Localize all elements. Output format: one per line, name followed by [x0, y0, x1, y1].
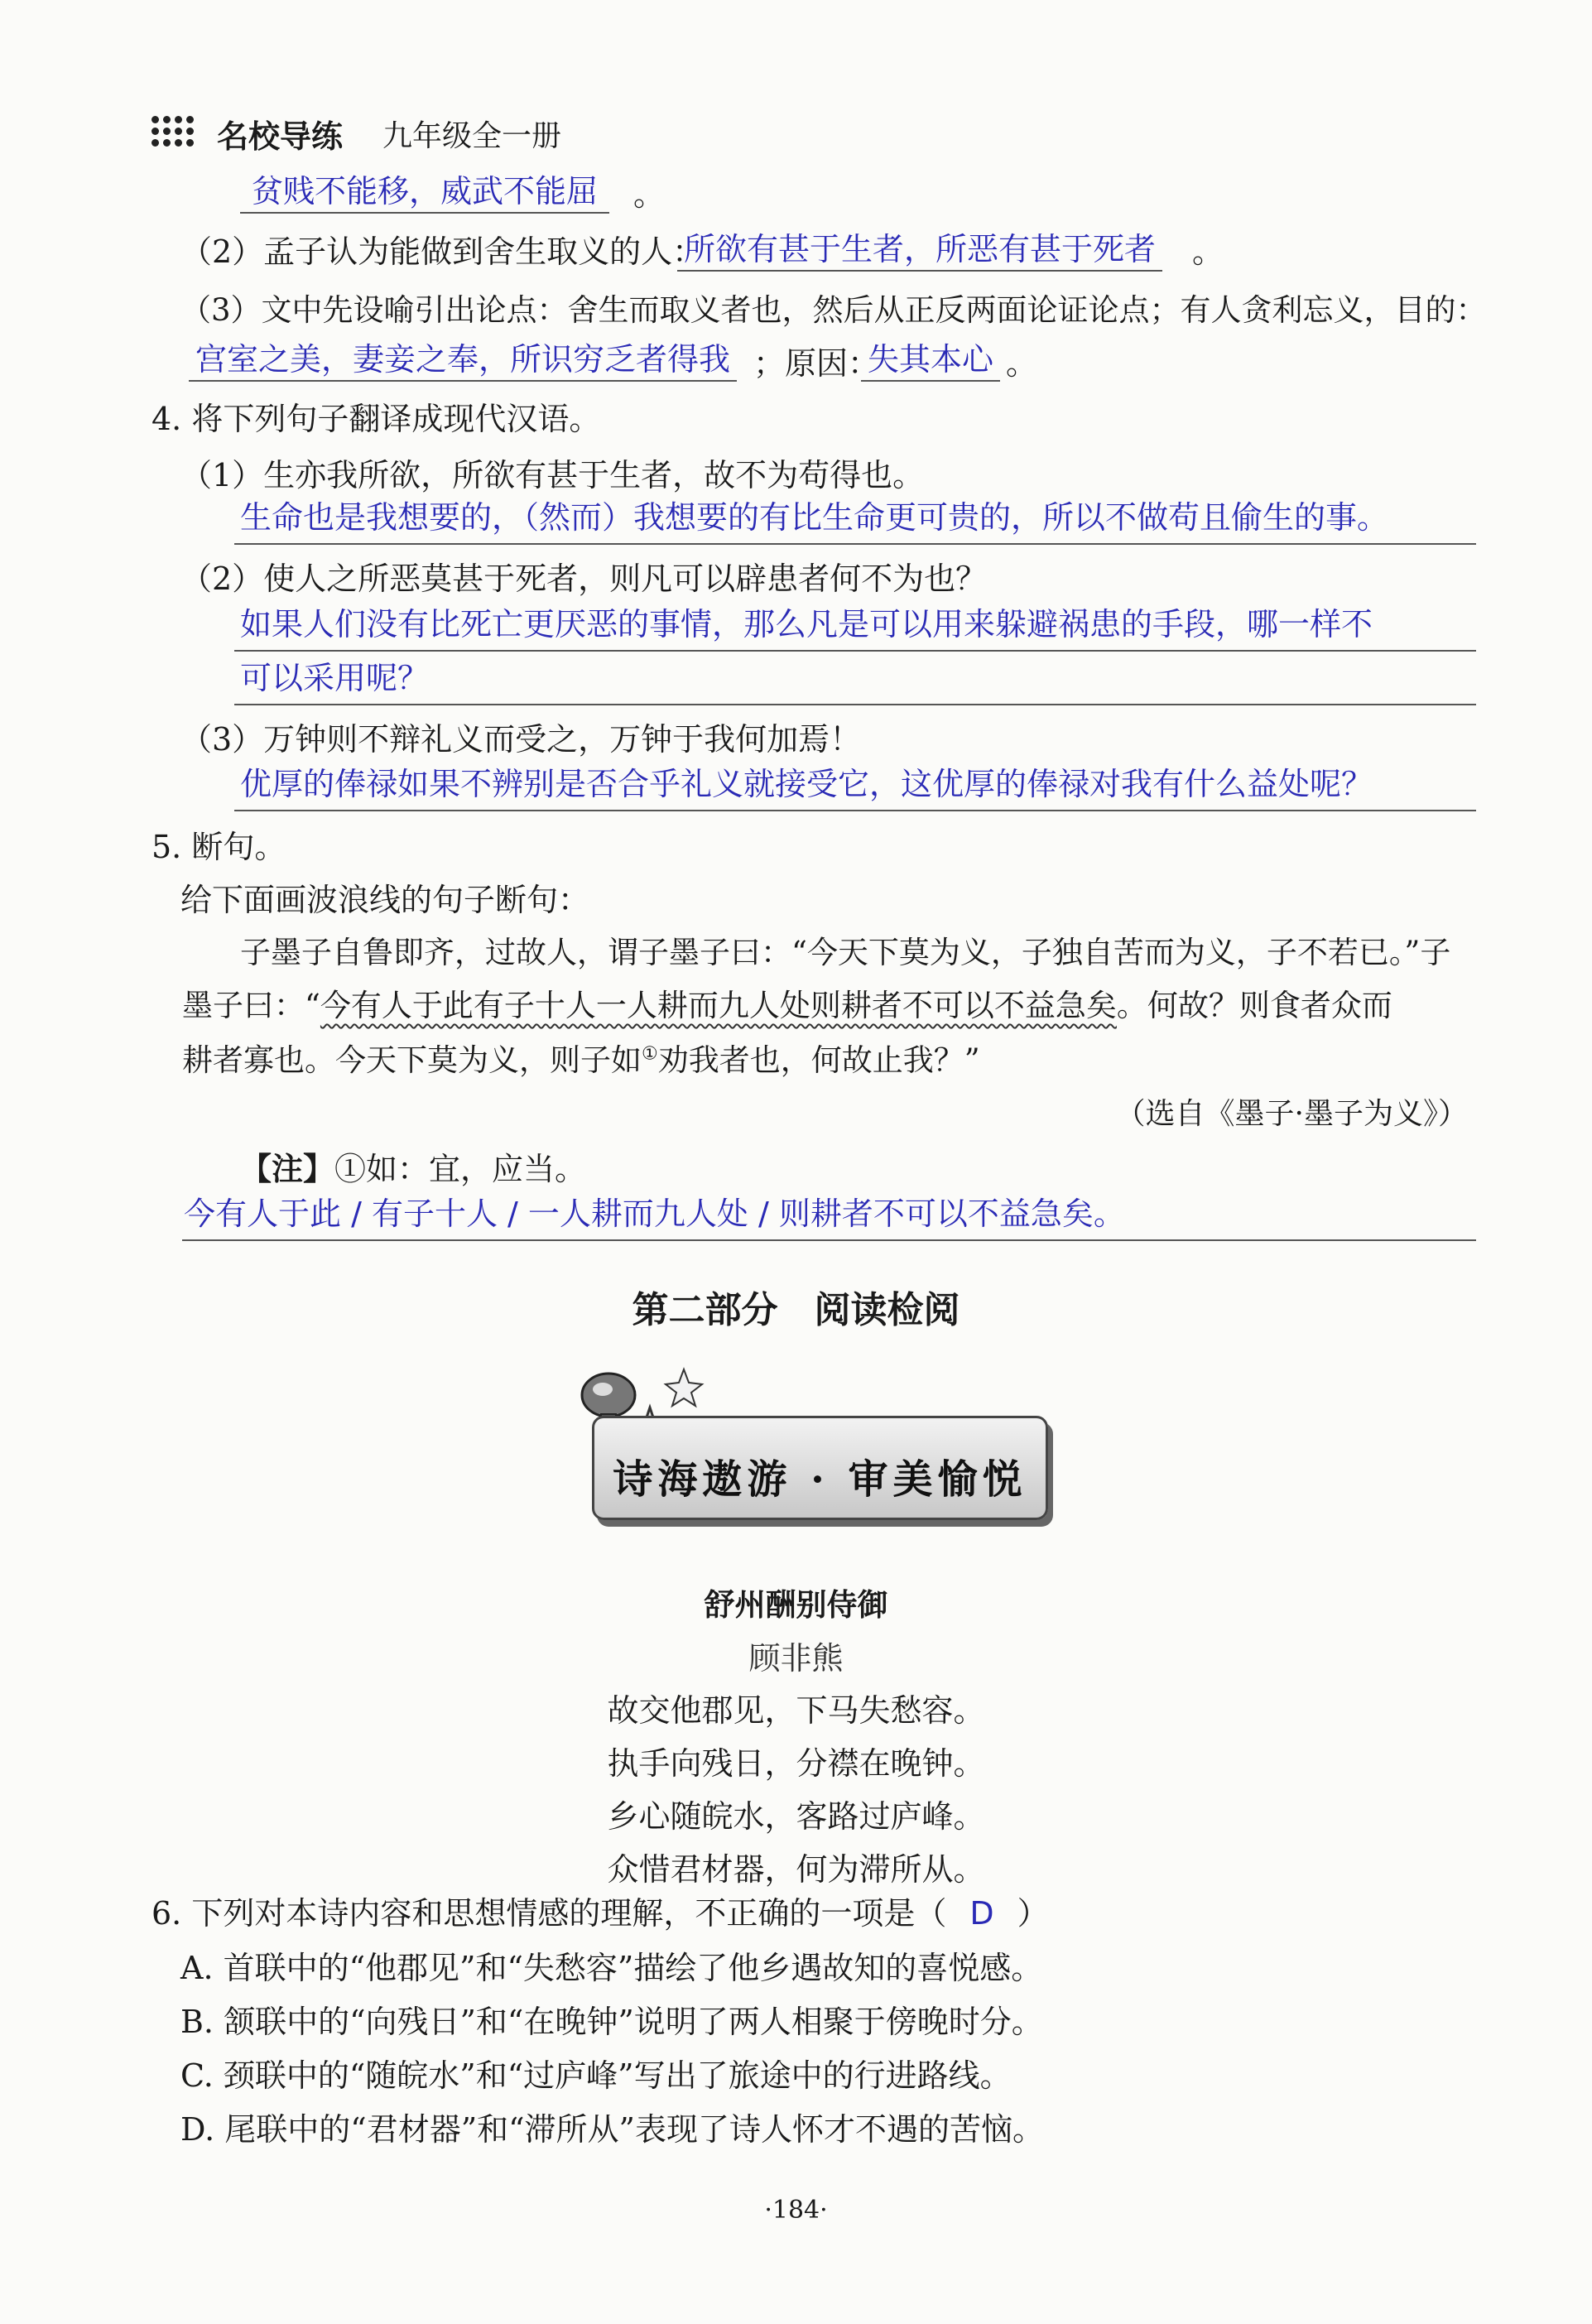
q6-option-d: D. 尾联中的“君材器”和“滞所从”表现了诗人怀才不遇的苦恼。: [180, 2111, 1044, 2148]
q5-note-text: ①如：宜，应当。: [334, 1151, 587, 1187]
q6-stem-text: 6. 下列对本诗内容和思想情感的理解，不正确的一项是（: [152, 1895, 947, 1932]
poem-author: 顾非熊: [748, 1640, 844, 1677]
q6-option-c: C. 颈联中的“随皖水”和“过庐峰”写出了旅途中的行进路线。: [180, 2057, 1012, 2094]
q4-item3-rule: [234, 810, 1476, 811]
q6-option-b: B. 颔联中的“向残日”和“在晚钟”说明了两人相聚于傍晚时分。: [180, 2004, 1043, 2040]
q4-item1-answer: 生命也是我想要的，（然而）我想要的有比生命更可贵的，所以不做苟且偷生的事。: [240, 499, 1389, 536]
q3-p2-prefix: （2）孟子认为能做到舍生取义的人：: [180, 233, 705, 270]
book-subtitle: 九年级全一册: [382, 119, 562, 153]
brand-title: 名校导练: [217, 118, 344, 155]
q5-text-line3: [182, 1042, 980, 1078]
poem-line-4: 众惜君材器，何为滞所从。: [607, 1851, 985, 1888]
q4-item3-question: （3）万钟则不辩礼义而受之，万钟于我何加焉！: [180, 721, 862, 758]
q5-note-label: 【注】: [240, 1151, 335, 1187]
q3-p3-answer1: 宫室之美，妻妾之奉，所识穷乏者得我: [189, 344, 737, 382]
q4-item2-rule1: [234, 650, 1476, 652]
q5-footnote-marker: ①: [642, 1043, 658, 1065]
q5-title: 5. 断句。: [152, 829, 286, 865]
q5-wavy-sentence: 今有人于此有子十人一人耕而九人处则耕者不可以不益急矣: [320, 988, 1117, 1023]
q3-cont-answer: 贫贱不能移，威武不能屈: [240, 176, 609, 214]
q5-answer-rule: [182, 1239, 1476, 1241]
q5-line2-post: 。何故？则食者众而: [1116, 988, 1392, 1023]
q4-item2-answer-line1: 如果人们没有比死亡更厌恶的事情，那么凡是可以用来躲避祸患的手段，哪一样不: [240, 606, 1373, 642]
q5-note: [240, 1153, 586, 1185]
q4-item1-question: （1）生亦我所欲，所欲有甚于生者，故不为苟得也。: [180, 457, 925, 493]
part2-title: 第二部分 阅读检阅: [632, 1289, 960, 1331]
q3-p2-tail: 。: [1192, 233, 1224, 270]
q3-p3-tail: 。: [1006, 345, 1038, 382]
q3-p3-line1: （3）文中先设喻引出论点：舍生而取义者也，然后从正反两面论证论点；有人贪利忘义，目的：: [180, 292, 1487, 328]
q6-stem-tail: ）: [1017, 1895, 1049, 1932]
q6-option-a: A. 首联中的“他郡见”和“失愁容”描绘了他乡遇故知的喜悦感。: [180, 1950, 1043, 1986]
q3-p3-answer2: 失其本心: [861, 344, 1000, 382]
q5-line2-pre: 墨子曰：“: [182, 988, 320, 1023]
poem-line-1: 故交他郡见，下马失愁容。: [607, 1692, 985, 1729]
q3-p3-mid: ；原因：: [753, 345, 880, 382]
q4-item3-answer: 优厚的俸禄如果不辨别是否合乎礼义就接受它，这优厚的俸禄对我有什么益处呢？: [240, 766, 1373, 802]
q5-answer: 今有人于此 / 有子十人 / 一人耕而九人处 / 则耕者不可以不益急矣。: [184, 1196, 1125, 1232]
q5-text-line2: [182, 990, 1392, 1021]
poem-line-2: 执手向残日，分襟在晚钟。: [607, 1745, 985, 1782]
q4-item2-rule2: [234, 704, 1476, 705]
q6-stem: [152, 1895, 1049, 1932]
q3-cont-tail: 。: [633, 176, 666, 213]
q6-answer: D: [969, 1895, 994, 1932]
q5-line3-pre: 耕者寡也。今天下莫为义，则子如: [182, 1042, 642, 1078]
q5-source: （选自《墨子·墨子为义》）: [1115, 1097, 1468, 1131]
q4-item1-rule: [234, 543, 1476, 545]
q3-p2-answer: 所欲有甚于生者，所恶有甚于死者: [677, 233, 1162, 272]
q5-line3-post: 劝我者也，何故止我？”: [657, 1042, 980, 1078]
poem-title: 舒州酬别侍御: [704, 1587, 888, 1623]
poem-line-3: 乡心随皖水，客路过庐峰。: [607, 1798, 985, 1835]
banner-text: 诗海遨游 · 审美愉悦: [613, 1456, 1027, 1503]
page-number: ·184·: [764, 2196, 828, 2225]
q4-item2-answer-line2: 可以采用呢？: [240, 660, 430, 696]
q5-text-line1: 子墨子自鲁即齐，过故人，谓子墨子曰：“今天下莫为义，子独自苦而为义，子不若已。”子: [240, 935, 1451, 970]
q4-title: 4. 将下列句子翻译成现代汉语。: [152, 401, 601, 437]
q5-instruction: 给下面画波浪线的句子断句：: [180, 882, 590, 918]
q4-item2-question: （2）使人之所恶莫甚于死者，则凡可以辟患者何不为也？: [180, 561, 988, 597]
